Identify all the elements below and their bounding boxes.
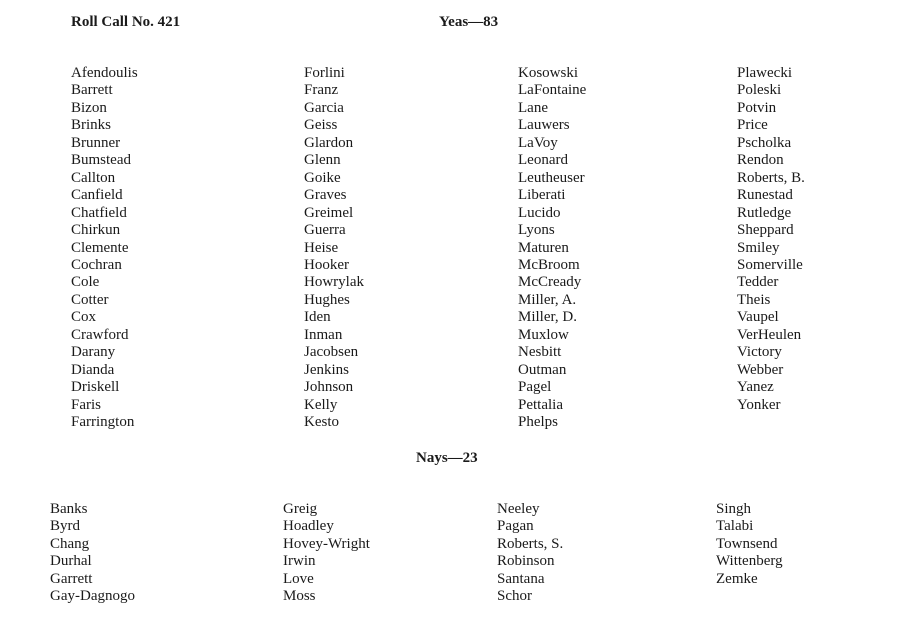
member-name: Brinks [71,117,112,134]
member-name: Liberati [518,187,566,204]
member-name: Hooker [304,256,349,273]
yeas-column-4 [737,65,805,414]
member-name: Tedder [737,274,779,291]
member-name: Jacobsen [304,344,359,361]
member-name: Irwin [283,553,316,570]
member-name: Pagan [497,518,534,535]
nays-column-1 [50,501,135,606]
member-name: Glenn [304,152,341,169]
member-name: Howrylak [304,274,364,291]
member-name: Poleski [737,82,782,99]
member-name: Graves [304,187,347,204]
member-name: Runestad [737,187,793,204]
member-name: Cochran [71,256,122,273]
member-name: Chirkun [71,222,121,239]
member-name: Brunner [71,134,121,151]
member-name: LaVoy [518,134,558,151]
member-name: Price [737,117,768,134]
member-name: Franz [304,82,339,99]
member-name: Chang [50,535,90,552]
member-name: Barrett [71,82,113,99]
member-name: Dianda [71,361,115,378]
member-name: Clemente [71,239,129,256]
member-name: Robinson [497,553,555,570]
member-name: Leutheuser [518,169,585,186]
member-name: Lucido [518,204,561,221]
member-name: Banks [50,501,88,517]
yeas-column-3 [518,65,586,432]
member-name: Potvin [737,99,777,116]
member-name: Smiley [737,239,780,256]
member-name: Greimel [304,204,354,221]
member-name: Byrd [50,518,80,535]
member-name: Yanez [737,379,774,396]
member-name: Lyons [518,222,555,239]
member-name: Moss [283,588,316,605]
member-name: McCready [518,274,582,291]
member-name: Maturen [518,239,569,256]
member-name: LaFontaine [518,82,587,99]
member-name: Leonard [518,152,568,169]
yeas-column-2 [304,65,364,432]
member-name: Wittenberg [716,553,783,570]
member-name: Kosowski [518,65,579,81]
member-name: Neeley [497,501,540,517]
member-name: McBroom [518,256,580,273]
member-name: Kesto [304,414,339,431]
member-name: Chatfield [71,204,127,221]
member-name: Schor [497,588,532,605]
member-name: Faris [71,396,101,413]
member-name: Talabi [716,518,754,535]
member-name: Plawecki [737,65,792,81]
member-name: Garcia [304,99,344,116]
member-name: Hughes [304,291,350,308]
member-name: Gay-Dagnogo [50,588,135,605]
member-name: Jenkins [304,361,349,378]
member-name: Miller, A. [518,291,577,308]
member-name: Phelps [518,414,559,431]
member-name: Geiss [304,117,338,134]
member-name: Inman [304,326,343,343]
member-name: Pscholka [737,134,792,151]
member-name: Nesbitt [518,344,562,361]
member-name: Theis [737,291,771,308]
member-name: Forlini [304,65,345,81]
member-name: Roberts, B. [737,169,805,186]
member-name: Greig [283,501,318,517]
member-name: Singh [716,501,752,517]
member-name: Lauwers [518,117,570,134]
member-name: Callton [71,169,116,186]
member-name: Rendon [737,152,784,169]
nays-column-4 [716,501,783,588]
roll-call-title: Roll Call No. 421 [71,14,181,30]
member-name: Miller, D. [518,309,577,326]
member-name: Farrington [71,414,135,431]
member-name: Webber [737,361,784,378]
nays-column-3 [497,501,563,606]
member-name: Pettalia [518,396,563,413]
member-name: Hoadley [283,518,334,535]
member-name: Kelly [304,396,338,413]
member-name: Sheppard [737,222,794,239]
yeas-column-1 [71,65,138,432]
member-name: Somerville [737,256,803,273]
member-name: Goike [304,169,341,186]
member-name: Outman [518,361,567,378]
member-name: Roberts, S. [497,535,564,552]
member-name: Muxlow [518,326,569,343]
member-name: Cole [71,274,100,291]
member-name: Guerra [304,222,346,239]
member-name: Love [283,570,314,587]
member-name: Bizon [71,99,107,116]
member-name: Glardon [304,134,354,151]
member-name: Santana [497,570,545,587]
member-name: Cotter [71,291,109,308]
member-name: Yonker [737,396,781,413]
member-name: Rutledge [737,204,792,221]
member-name: Cox [71,309,97,326]
member-name: Townsend [716,535,778,552]
nays-heading: Nays—23 [416,450,478,466]
member-name: Bumstead [71,152,131,169]
member-name: Heise [304,239,339,256]
member-name: Lane [518,99,548,116]
member-name: Hovey-Wright [283,535,370,552]
yeas-heading: Yeas—83 [439,14,499,30]
member-name: Durhal [50,553,92,570]
member-name: VerHeulen [737,326,802,343]
member-name: Driskell [71,379,120,396]
member-name: Afendoulis [71,65,138,81]
member-name: Zemke [716,570,758,587]
member-name: Iden [304,309,331,326]
member-name: Pagel [518,379,552,396]
member-name: Darany [71,344,116,361]
member-name: Garrett [50,570,93,587]
member-name: Vaupel [737,309,779,326]
member-name: Canfield [71,187,123,204]
nays-column-2 [283,501,370,606]
member-name: Victory [737,344,782,361]
member-name: Johnson [304,379,354,396]
member-name: Crawford [71,326,129,343]
